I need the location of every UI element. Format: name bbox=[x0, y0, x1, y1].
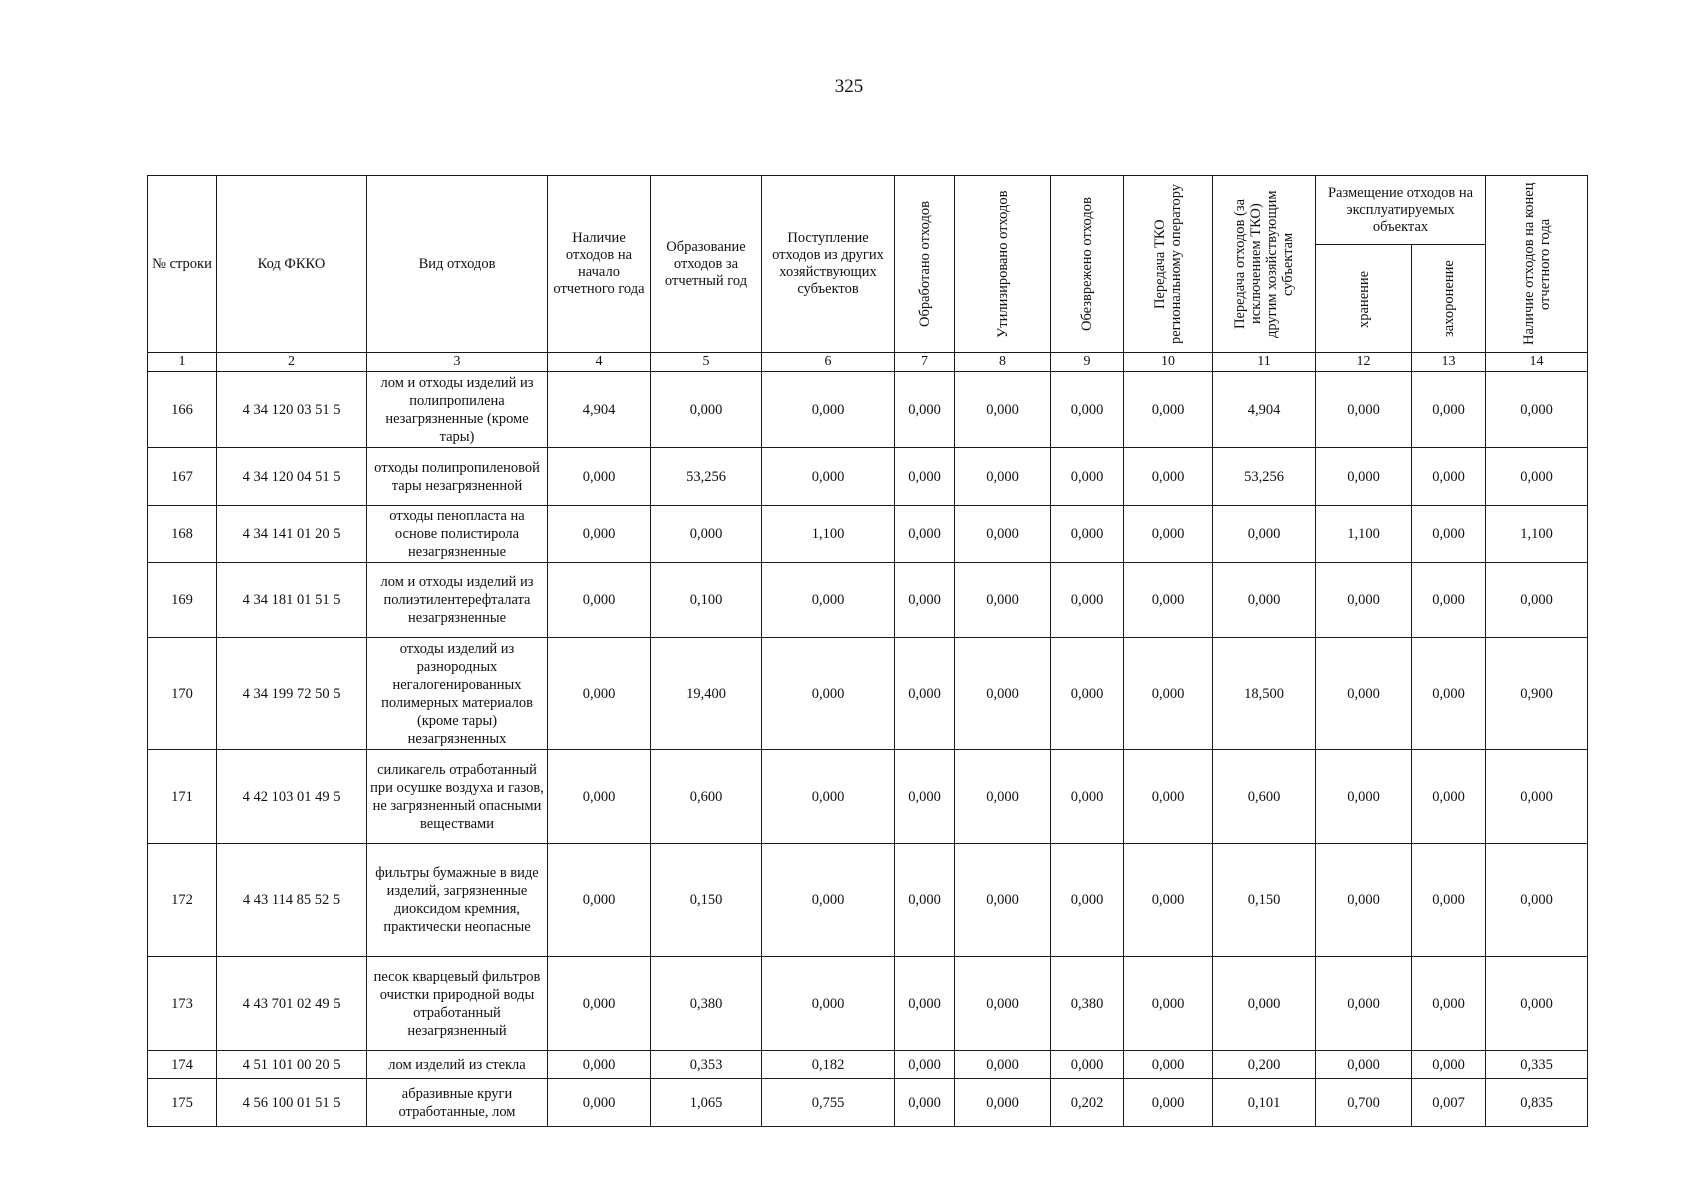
cell-burial: 0,000 bbox=[1412, 563, 1486, 638]
cell-end: 0,000 bbox=[1486, 372, 1588, 448]
column-number: 8 bbox=[955, 353, 1051, 372]
table-row bbox=[148, 1079, 1588, 1127]
cell-start: 0,000 bbox=[548, 506, 651, 563]
header-burial-text: захоронение bbox=[1440, 260, 1457, 337]
column-number: 13 bbox=[1412, 353, 1486, 372]
fkko-code: 4 43 701 02 49 5 bbox=[217, 957, 367, 1051]
fkko-code: 4 51 101 00 20 5 bbox=[217, 1051, 367, 1079]
row-number: 171 bbox=[148, 750, 217, 844]
table-header bbox=[148, 176, 1588, 372]
cell-storage: 0,000 bbox=[1316, 844, 1412, 957]
cell-tko: 0,000 bbox=[1124, 563, 1213, 638]
header-utilized bbox=[955, 176, 1051, 353]
cell-end: 0,000 bbox=[1486, 844, 1588, 957]
cell-processed: 0,000 bbox=[895, 448, 955, 506]
cell-start: 0,000 bbox=[548, 1051, 651, 1079]
cell-processed: 0,000 bbox=[895, 506, 955, 563]
header-processed-text: Обработано отходов bbox=[916, 201, 933, 327]
cell-neutralized: 0,000 bbox=[1051, 372, 1124, 448]
fkko-code: 4 34 120 04 51 5 bbox=[217, 448, 367, 506]
header-end-text: Наличие отходов на конец отчетного года bbox=[1520, 182, 1553, 346]
column-number: 6 bbox=[762, 353, 895, 372]
row-number: 172 bbox=[148, 844, 217, 957]
cell-formed: 0,600 bbox=[651, 750, 762, 844]
cell-end: 0,335 bbox=[1486, 1051, 1588, 1079]
cell-end: 0,835 bbox=[1486, 1079, 1588, 1127]
cell-utilized: 0,000 bbox=[955, 448, 1051, 506]
column-number: 4 bbox=[548, 353, 651, 372]
column-number: 14 bbox=[1486, 353, 1588, 372]
table-row bbox=[148, 844, 1588, 957]
waste-type: лом изделий из стекла bbox=[367, 1051, 548, 1079]
cell-start: 0,000 bbox=[548, 750, 651, 844]
cell-tko: 0,000 bbox=[1124, 448, 1213, 506]
cell-transfer: 18,500 bbox=[1213, 638, 1316, 750]
cell-tko: 0,000 bbox=[1124, 957, 1213, 1051]
cell-tko: 0,000 bbox=[1124, 1079, 1213, 1127]
cell-tko: 0,000 bbox=[1124, 506, 1213, 563]
column-number: 10 bbox=[1124, 353, 1213, 372]
row-number: 167 bbox=[148, 448, 217, 506]
header-burial bbox=[1412, 245, 1486, 353]
header-formed: Образование отходов за отчетный год bbox=[651, 176, 762, 353]
cell-transfer: 53,256 bbox=[1213, 448, 1316, 506]
cell-formed: 0,353 bbox=[651, 1051, 762, 1079]
cell-end: 1,100 bbox=[1486, 506, 1588, 563]
table-body bbox=[148, 372, 1588, 1127]
cell-storage: 0,000 bbox=[1316, 750, 1412, 844]
cell-start: 0,000 bbox=[548, 638, 651, 750]
cell-received: 0,000 bbox=[762, 638, 895, 750]
cell-storage: 0,700 bbox=[1316, 1079, 1412, 1127]
waste-type: отходы изделий из разнородных негалогенированных полимерных материалов (кроме тары) незагрязненных bbox=[367, 638, 548, 750]
cell-neutralized: 0,380 bbox=[1051, 957, 1124, 1051]
waste-type: лом и отходы изделий из полипропилена незагрязненные (кроме тары) bbox=[367, 372, 548, 448]
cell-utilized: 0,000 bbox=[955, 372, 1051, 448]
cell-neutralized: 0,000 bbox=[1051, 1051, 1124, 1079]
cell-neutralized: 0,000 bbox=[1051, 563, 1124, 638]
header-processed bbox=[895, 176, 955, 353]
row-number: 174 bbox=[148, 1051, 217, 1079]
header-start: Наличие отходов на начало отчетного года bbox=[548, 176, 651, 353]
cell-burial: 0,000 bbox=[1412, 372, 1486, 448]
cell-end: 0,000 bbox=[1486, 448, 1588, 506]
cell-transfer: 0,600 bbox=[1213, 750, 1316, 844]
header-neutralized bbox=[1051, 176, 1124, 353]
cell-start: 0,000 bbox=[548, 844, 651, 957]
column-number: 9 bbox=[1051, 353, 1124, 372]
cell-neutralized: 0,000 bbox=[1051, 506, 1124, 563]
cell-transfer: 0,200 bbox=[1213, 1051, 1316, 1079]
waste-type: песок кварцевый фильтров очистки природной воды отработанный незагрязненный bbox=[367, 957, 548, 1051]
cell-neutralized: 0,000 bbox=[1051, 448, 1124, 506]
cell-utilized: 0,000 bbox=[955, 1079, 1051, 1127]
column-number: 11 bbox=[1213, 353, 1316, 372]
cell-formed: 1,065 bbox=[651, 1079, 762, 1127]
cell-start: 4,904 bbox=[548, 372, 651, 448]
cell-storage: 0,000 bbox=[1316, 638, 1412, 750]
cell-burial: 0,007 bbox=[1412, 1079, 1486, 1127]
cell-neutralized: 0,000 bbox=[1051, 844, 1124, 957]
cell-utilized: 0,000 bbox=[955, 1051, 1051, 1079]
column-number: 7 bbox=[895, 353, 955, 372]
cell-processed: 0,000 bbox=[895, 844, 955, 957]
cell-received: 0,000 bbox=[762, 372, 895, 448]
cell-transfer: 0,000 bbox=[1213, 563, 1316, 638]
cell-storage: 0,000 bbox=[1316, 448, 1412, 506]
waste-type: силикагель отработанный при осушке воздуха и газов, не загрязненный опасными веществами bbox=[367, 750, 548, 844]
table-row bbox=[148, 750, 1588, 844]
cell-tko: 0,000 bbox=[1124, 1051, 1213, 1079]
table-row bbox=[148, 957, 1588, 1051]
header-transfer bbox=[1213, 176, 1316, 353]
cell-processed: 0,000 bbox=[895, 1079, 955, 1127]
cell-burial: 0,000 bbox=[1412, 448, 1486, 506]
cell-formed: 53,256 bbox=[651, 448, 762, 506]
fkko-code: 4 42 103 01 49 5 bbox=[217, 750, 367, 844]
cell-formed: 0,000 bbox=[651, 372, 762, 448]
waste-type: фильтры бумажные в виде изделий, загрязненные диоксидом кремния, практически неопасные bbox=[367, 844, 548, 957]
cell-neutralized: 0,000 bbox=[1051, 750, 1124, 844]
cell-burial: 0,000 bbox=[1412, 638, 1486, 750]
fkko-code: 4 34 199 72 50 5 bbox=[217, 638, 367, 750]
cell-start: 0,000 bbox=[548, 448, 651, 506]
column-number: 5 bbox=[651, 353, 762, 372]
cell-tko: 0,000 bbox=[1124, 372, 1213, 448]
cell-processed: 0,000 bbox=[895, 1051, 955, 1079]
cell-transfer: 0,000 bbox=[1213, 957, 1316, 1051]
cell-utilized: 0,000 bbox=[955, 750, 1051, 844]
cell-storage: 0,000 bbox=[1316, 372, 1412, 448]
cell-processed: 0,000 bbox=[895, 750, 955, 844]
cell-start: 0,000 bbox=[548, 1079, 651, 1127]
header-end bbox=[1486, 176, 1588, 353]
cell-received: 0,182 bbox=[762, 1051, 895, 1079]
column-number: 1 bbox=[148, 353, 217, 372]
cell-burial: 0,000 bbox=[1412, 1051, 1486, 1079]
cell-formed: 0,100 bbox=[651, 563, 762, 638]
cell-formed: 0,380 bbox=[651, 957, 762, 1051]
cell-neutralized: 0,000 bbox=[1051, 638, 1124, 750]
column-number-row bbox=[148, 353, 1588, 372]
cell-end: 0,000 bbox=[1486, 957, 1588, 1051]
waste-type: отходы пенопласта на основе полистирола незагрязненные bbox=[367, 506, 548, 563]
column-number: 2 bbox=[217, 353, 367, 372]
cell-transfer: 0,150 bbox=[1213, 844, 1316, 957]
fkko-code: 4 34 181 01 51 5 bbox=[217, 563, 367, 638]
header-transfer-text: Передача отходов (за исключением ТКО) другим хозяйствующим субъектам bbox=[1232, 190, 1296, 338]
cell-formed: 0,000 bbox=[651, 506, 762, 563]
table-row bbox=[148, 448, 1588, 506]
cell-neutralized: 0,202 bbox=[1051, 1079, 1124, 1127]
header-tko bbox=[1124, 176, 1213, 353]
cell-end: 0,900 bbox=[1486, 638, 1588, 750]
cell-burial: 0,000 bbox=[1412, 957, 1486, 1051]
column-number: 12 bbox=[1316, 353, 1412, 372]
cell-received: 0,000 bbox=[762, 563, 895, 638]
cell-end: 0,000 bbox=[1486, 750, 1588, 844]
cell-received: 0,000 bbox=[762, 844, 895, 957]
cell-storage: 0,000 bbox=[1316, 563, 1412, 638]
cell-processed: 0,000 bbox=[895, 563, 955, 638]
table-row bbox=[148, 1051, 1588, 1079]
cell-storage: 0,000 bbox=[1316, 957, 1412, 1051]
header-storage bbox=[1316, 245, 1412, 353]
cell-start: 0,000 bbox=[548, 957, 651, 1051]
row-number: 166 bbox=[148, 372, 217, 448]
column-number: 3 bbox=[367, 353, 548, 372]
cell-received: 0,000 bbox=[762, 957, 895, 1051]
cell-utilized: 0,000 bbox=[955, 506, 1051, 563]
row-number: 168 bbox=[148, 506, 217, 563]
cell-received: 0,755 bbox=[762, 1079, 895, 1127]
cell-burial: 0,000 bbox=[1412, 506, 1486, 563]
cell-formed: 0,150 bbox=[651, 844, 762, 957]
cell-utilized: 0,000 bbox=[955, 957, 1051, 1051]
fkko-code: 4 43 114 85 52 5 bbox=[217, 844, 367, 957]
fkko-code: 4 34 120 03 51 5 bbox=[217, 372, 367, 448]
cell-received: 0,000 bbox=[762, 448, 895, 506]
page-number: 325 bbox=[834, 76, 864, 97]
cell-burial: 0,000 bbox=[1412, 844, 1486, 957]
table-row bbox=[148, 372, 1588, 448]
cell-storage: 0,000 bbox=[1316, 1051, 1412, 1079]
header-neutralized-text: Обезврежено отходов bbox=[1079, 197, 1095, 331]
cell-received: 1,100 bbox=[762, 506, 895, 563]
row-number: 175 bbox=[148, 1079, 217, 1127]
table-row bbox=[148, 638, 1588, 750]
cell-utilized: 0,000 bbox=[955, 638, 1051, 750]
header-type: Вид отходов bbox=[367, 176, 548, 353]
cell-burial: 0,000 bbox=[1412, 750, 1486, 844]
cell-processed: 0,000 bbox=[895, 638, 955, 750]
waste-table bbox=[147, 175, 1588, 1127]
cell-utilized: 0,000 bbox=[955, 844, 1051, 957]
header-utilized-text: Утилизировано отходов bbox=[994, 190, 1011, 338]
waste-type: абразивные круги отработанные, лом bbox=[367, 1079, 548, 1127]
row-number: 173 bbox=[148, 957, 217, 1051]
fkko-code: 4 34 141 01 20 5 bbox=[217, 506, 367, 563]
cell-tko: 0,000 bbox=[1124, 638, 1213, 750]
cell-processed: 0,000 bbox=[895, 957, 955, 1051]
cell-transfer: 4,904 bbox=[1213, 372, 1316, 448]
cell-start: 0,000 bbox=[548, 563, 651, 638]
cell-received: 0,000 bbox=[762, 750, 895, 844]
cell-transfer: 0,101 bbox=[1213, 1079, 1316, 1127]
table-row bbox=[148, 563, 1588, 638]
waste-type: лом и отходы изделий из полиэтилентерефталата незагрязненные bbox=[367, 563, 548, 638]
row-number: 170 bbox=[148, 638, 217, 750]
row-number: 169 bbox=[148, 563, 217, 638]
cell-processed: 0,000 bbox=[895, 372, 955, 448]
header-fkko: Код ФККО bbox=[217, 176, 367, 353]
header-storage-text: хранение bbox=[1355, 269, 1372, 328]
header-placement: Размещение отходов на эксплуатируемых объектах bbox=[1316, 176, 1486, 245]
cell-formed: 19,400 bbox=[651, 638, 762, 750]
cell-end: 0,000 bbox=[1486, 563, 1588, 638]
cell-tko: 0,000 bbox=[1124, 750, 1213, 844]
table-row bbox=[148, 506, 1588, 563]
waste-type: отходы полипропиленовой тары незагрязненной bbox=[367, 448, 548, 506]
cell-transfer: 0,000 bbox=[1213, 506, 1316, 563]
header-received: Поступление отходов из других хозяйствующих субъектов bbox=[762, 176, 895, 353]
cell-storage: 1,100 bbox=[1316, 506, 1412, 563]
header-row-no: № строки bbox=[148, 176, 217, 353]
cell-utilized: 0,000 bbox=[955, 563, 1051, 638]
fkko-code: 4 56 100 01 51 5 bbox=[217, 1079, 367, 1127]
header-tko-text: Передача ТКО региональному оператору bbox=[1152, 183, 1184, 345]
cell-tko: 0,000 bbox=[1124, 844, 1213, 957]
